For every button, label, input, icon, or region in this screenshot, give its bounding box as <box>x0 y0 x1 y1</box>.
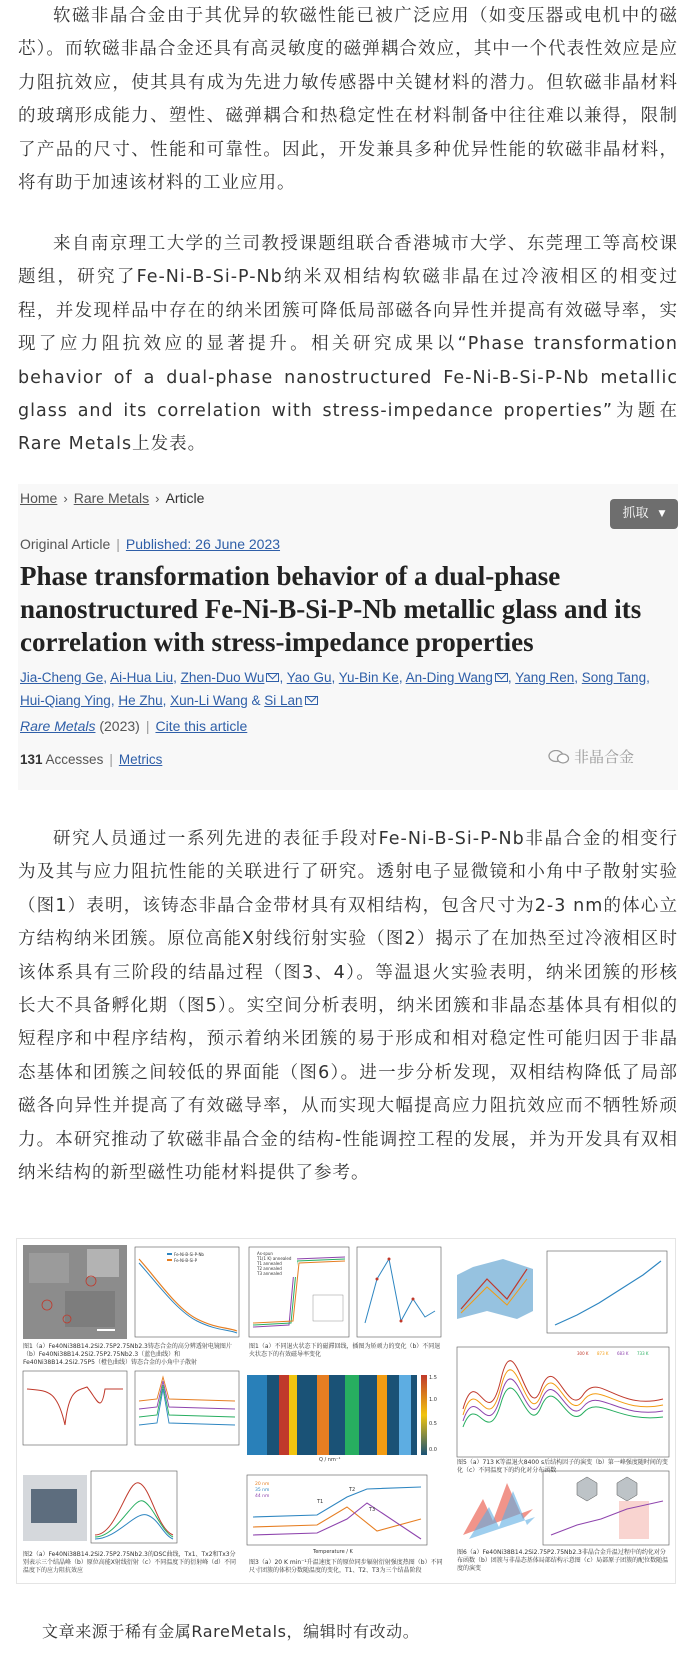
watermark <box>548 746 634 767</box>
caption-fig5: 图5（a）713 K等温退火8400 s后结构因子的演变（b）第一峰强度随时间的变化（c）不同温度下的约化对分布函数 <box>457 1459 668 1474</box>
author-link[interactable]: An-Ding Wang <box>405 670 493 685</box>
author-separator: , <box>110 693 115 708</box>
diffraction-heatmap <box>247 1375 417 1455</box>
line-xlabel: Temperature / K <box>313 1549 353 1555</box>
wechat-icon <box>548 750 570 764</box>
divider: | <box>116 536 120 552</box>
author-separator: , <box>173 670 177 685</box>
divider: | <box>109 752 113 767</box>
journal-line <box>20 718 247 734</box>
heatmap-scale-max: 1.5 <box>429 1375 437 1381</box>
email-icon[interactable] <box>305 696 318 705</box>
permeability-plot <box>357 1247 441 1337</box>
fig5-legend-a: 300 K <box>577 1351 589 1356</box>
intro-paragraph: 软磁非晶合金由于其优异的软磁性能已被广泛应用（如变压器或电机中的磁芯）。而软磁非晶合金还具有高灵敏度的磁弹耦合效应，其中一个代表性效应是应力阻抗效应，使其具有成为先进力敏传感器中关键材料的潜力。但软磁非晶材料的玻璃形成能力、塑性、磁弹耦合和热稳定性在材料制备中往往难以兼得，限制了产品的尺寸、性能和可靠性。因此，开发兼具多种优异性能的软磁非晶材料，将有助于加速该材料的工业应用。 <box>18 6 678 194</box>
author-separator: , <box>279 670 284 685</box>
author-separator: , <box>103 670 108 685</box>
author-separator: , <box>507 670 512 685</box>
author-link[interactable]: Si Lan <box>264 693 303 708</box>
accesses-label: Accesses <box>45 752 104 767</box>
author-link[interactable]: Jia-Cheng Ge <box>20 670 104 685</box>
mark-t3: T3 <box>369 1507 376 1513</box>
rpdf-waterfall <box>457 1471 537 1545</box>
author-separator: , <box>331 670 336 685</box>
methods-paragraph: 研究人员通过一系列先进的表征手段对Fe-Ni-B-Si-P-Nb非晶合金的相变行为及其与应力阻抗性能的关联进行了研究。透射电子显微镜和小角中子散射实验（图1）表明，该铸态非晶合金带材具有双相结构，包含尺寸为2-3 nm的体心立方结构纳米团簇。原位高能X射线衍射实验（图2）揭示了在加热至过冷液相区时该体系具有三阶段的结晶过程（图3、4）。等温退火实验表明，纳米团簇的形核长大不具备孵化期（图5）。实空间分析表明，纳米团簇和非晶态基体具有相似的短程序和中程序结构，预示着纳米团簇的易于形成和相对稳定性可能归因于非晶态基体和团簇之间较低的界面能（图6）。进一步分析发现，双相结构降低了局部磁各向异性并提高了有效磁导率，从而实现大幅提高应力阻抗效应而不牺牲矫顽力。本研究推动了软磁非晶合金的结构-性能调控工程的发展，并为开发具有双相纳米结构的新型磁性功能材料提供了参考。 <box>18 829 678 1184</box>
watermark-text: 非晶合金 <box>574 748 635 766</box>
figure-composite <box>16 1238 676 1584</box>
divider: | <box>145 718 150 734</box>
grab-button[interactable] <box>610 499 678 529</box>
heatmap-scale-1: 1.0 <box>429 1397 437 1403</box>
caption-fig1: 图1（a）Fe40Ni38B14.2Si2.75P2.75Nb2.3铸态合金的高分辨透射电镜图片（b）Fe40Ni38B14.2Si2.75P2.75Nb2.3（蓝色曲线）和Fe40Ni38B14.2Si2.75P5（橙色曲线）铸态合金的小角中子散射 <box>23 1343 232 1366</box>
heatmap-scale-2: 0.5 <box>429 1421 437 1427</box>
figure-graphics <box>17 1239 676 1584</box>
fig5-legend-d: 733 K <box>637 1351 649 1356</box>
legend-fig3-e: T3 annealed <box>257 1271 282 1276</box>
author-separator: , <box>398 670 403 685</box>
breadcrumb <box>20 490 204 506</box>
author-link[interactable]: Ai-Hua Liu <box>110 670 174 685</box>
author-separator: & <box>247 693 261 708</box>
journal-year: (2023) <box>99 718 140 734</box>
author-link[interactable]: Yu-Bin Ke <box>338 670 399 685</box>
metrics-link[interactable]: Metrics <box>118 752 163 767</box>
author-separator: , <box>162 693 167 708</box>
chevron-right-icon: › <box>63 491 68 506</box>
article-meta <box>20 536 280 552</box>
line-legend-a: 20 nm <box>255 1482 270 1487</box>
caption-fig1-magnetic: 图1（a）不同退火状态下的磁滞回线，插图为矫顽力的变化（b）不同退火状态下的有效磁导率变化 <box>249 1343 441 1358</box>
author-list <box>20 666 672 712</box>
author-link[interactable]: Zhen-Duo Wu <box>180 670 265 685</box>
author-link[interactable]: Yao Gu <box>286 670 332 685</box>
author-separator: , <box>646 670 650 685</box>
cluster-diagram <box>543 1471 669 1545</box>
breadcrumb-current: Article <box>165 490 205 506</box>
caret-down-icon: ▼ <box>658 509 666 519</box>
legend-fig1-a: Fe-Ni-B-Si-P-Nb <box>174 1252 204 1257</box>
article-type: Original Article <box>20 536 111 552</box>
author-link[interactable]: He Zhu <box>118 693 163 708</box>
legend-fig3-c: T1 annealed <box>257 1261 282 1266</box>
author-link[interactable]: Hui-Qiang Ying <box>20 693 111 708</box>
chevron-right-icon: › <box>155 491 160 506</box>
research-summary-paragraph: 来自南京理工大学的兰司教授课题组联合香港城市大学、东莞理工等高校课题组，研究了Fe-Ni-B-Si-P-Nb纳米双相结构软磁非晶在过冷液相区的相变过程，并发现样品中存在的纳米团簇可降低局部磁各向异性并提高有效磁导率，实现了应力阻抗效应的显著提升。相关研究成果以“Phase transformation behavior of a dual-phase nanostructured Fe-Ni-B-Si-P-Nb metallic glass and its correlation with stress-impedance properties”为题在Rare Metals上发表。 <box>18 234 678 455</box>
accesses-count: 131 <box>20 752 43 767</box>
dsc-plot <box>23 1371 127 1445</box>
heatmap-scale-min: 0.0 <box>429 1447 437 1453</box>
breadcrumb-home[interactable]: Home <box>20 490 58 506</box>
article-title: Phase transformation behavior of a dual-phase nanostructured Fe-Ni-B-Si-P-Nb metallic glass and its correlation with stress-impedance properties <box>20 561 642 657</box>
access-line <box>20 752 162 767</box>
legend-fig1-b: Fe-Ni-B-Si-P <box>174 1258 198 1263</box>
line-legend-c: 44 nm <box>255 1494 270 1499</box>
article-card <box>18 484 678 790</box>
author-link[interactable]: Song Tang <box>581 670 647 685</box>
caption-fig2: 图2（a）Fe40Ni38B14.2Si2.75P2.75Nb2.3的DSC曲线，Tx1、Tx2和Tx3分别表示三个结晶峰（b）原位高能X射线衍射（c）不同温度下的衍射峰（d）不同温度下的应力阻抗效应 <box>23 1551 237 1574</box>
breadcrumb-journal[interactable]: Rare Metals <box>73 490 150 506</box>
mark-t2: T2 <box>349 1487 356 1493</box>
author-separator: , <box>574 670 578 685</box>
email-icon[interactable] <box>266 673 279 682</box>
grab-button-label: 抓取 <box>622 506 649 521</box>
author-link[interactable]: Xun-Li Wang <box>170 693 248 708</box>
cite-article-link[interactable]: Cite this article <box>155 718 248 734</box>
legend-fig3-a: As-spun <box>257 1251 273 1256</box>
source-note: 文章来源于稀有金属RareMetals，编辑时有改动。 <box>42 1622 420 1641</box>
mark-t1: T1 <box>317 1499 324 1505</box>
published-date-link[interactable]: Published: 26 June 2023 <box>125 536 281 552</box>
fig5-legend-c: 683 K <box>617 1351 629 1356</box>
journal-link[interactable]: Rare Metals <box>20 718 96 734</box>
line-legend-b: 35 nm <box>255 1488 270 1493</box>
heatmap-xlabel: Q / nm⁻¹ <box>319 1457 341 1463</box>
caption-fig6: 图6（a）Fe40Ni38B14.2Si2.75P2.75Nb2.3非晶合金升温过程中的约化对分布函数（b）团簇与非晶态基体局部结构示意图（c）局部原子团簇的配位数随温度的演变 <box>457 1549 669 1572</box>
legend-fig3-b: T1(1 K) annealed <box>257 1256 292 1261</box>
legend-fig3-d: T2 annealed <box>257 1266 282 1271</box>
caption-fig3: 图3（a）20 K min⁻¹升温速度下的原位同步辐射衍射强度热图（b）不同尺寸团簇的体积分数随温度的变化，T1、T2、T3为三个结晶阶段 <box>249 1559 443 1574</box>
email-icon[interactable] <box>495 673 508 682</box>
fig5-legend-b: 873 K <box>597 1351 609 1356</box>
author-link[interactable]: Yang Ren <box>515 670 575 685</box>
